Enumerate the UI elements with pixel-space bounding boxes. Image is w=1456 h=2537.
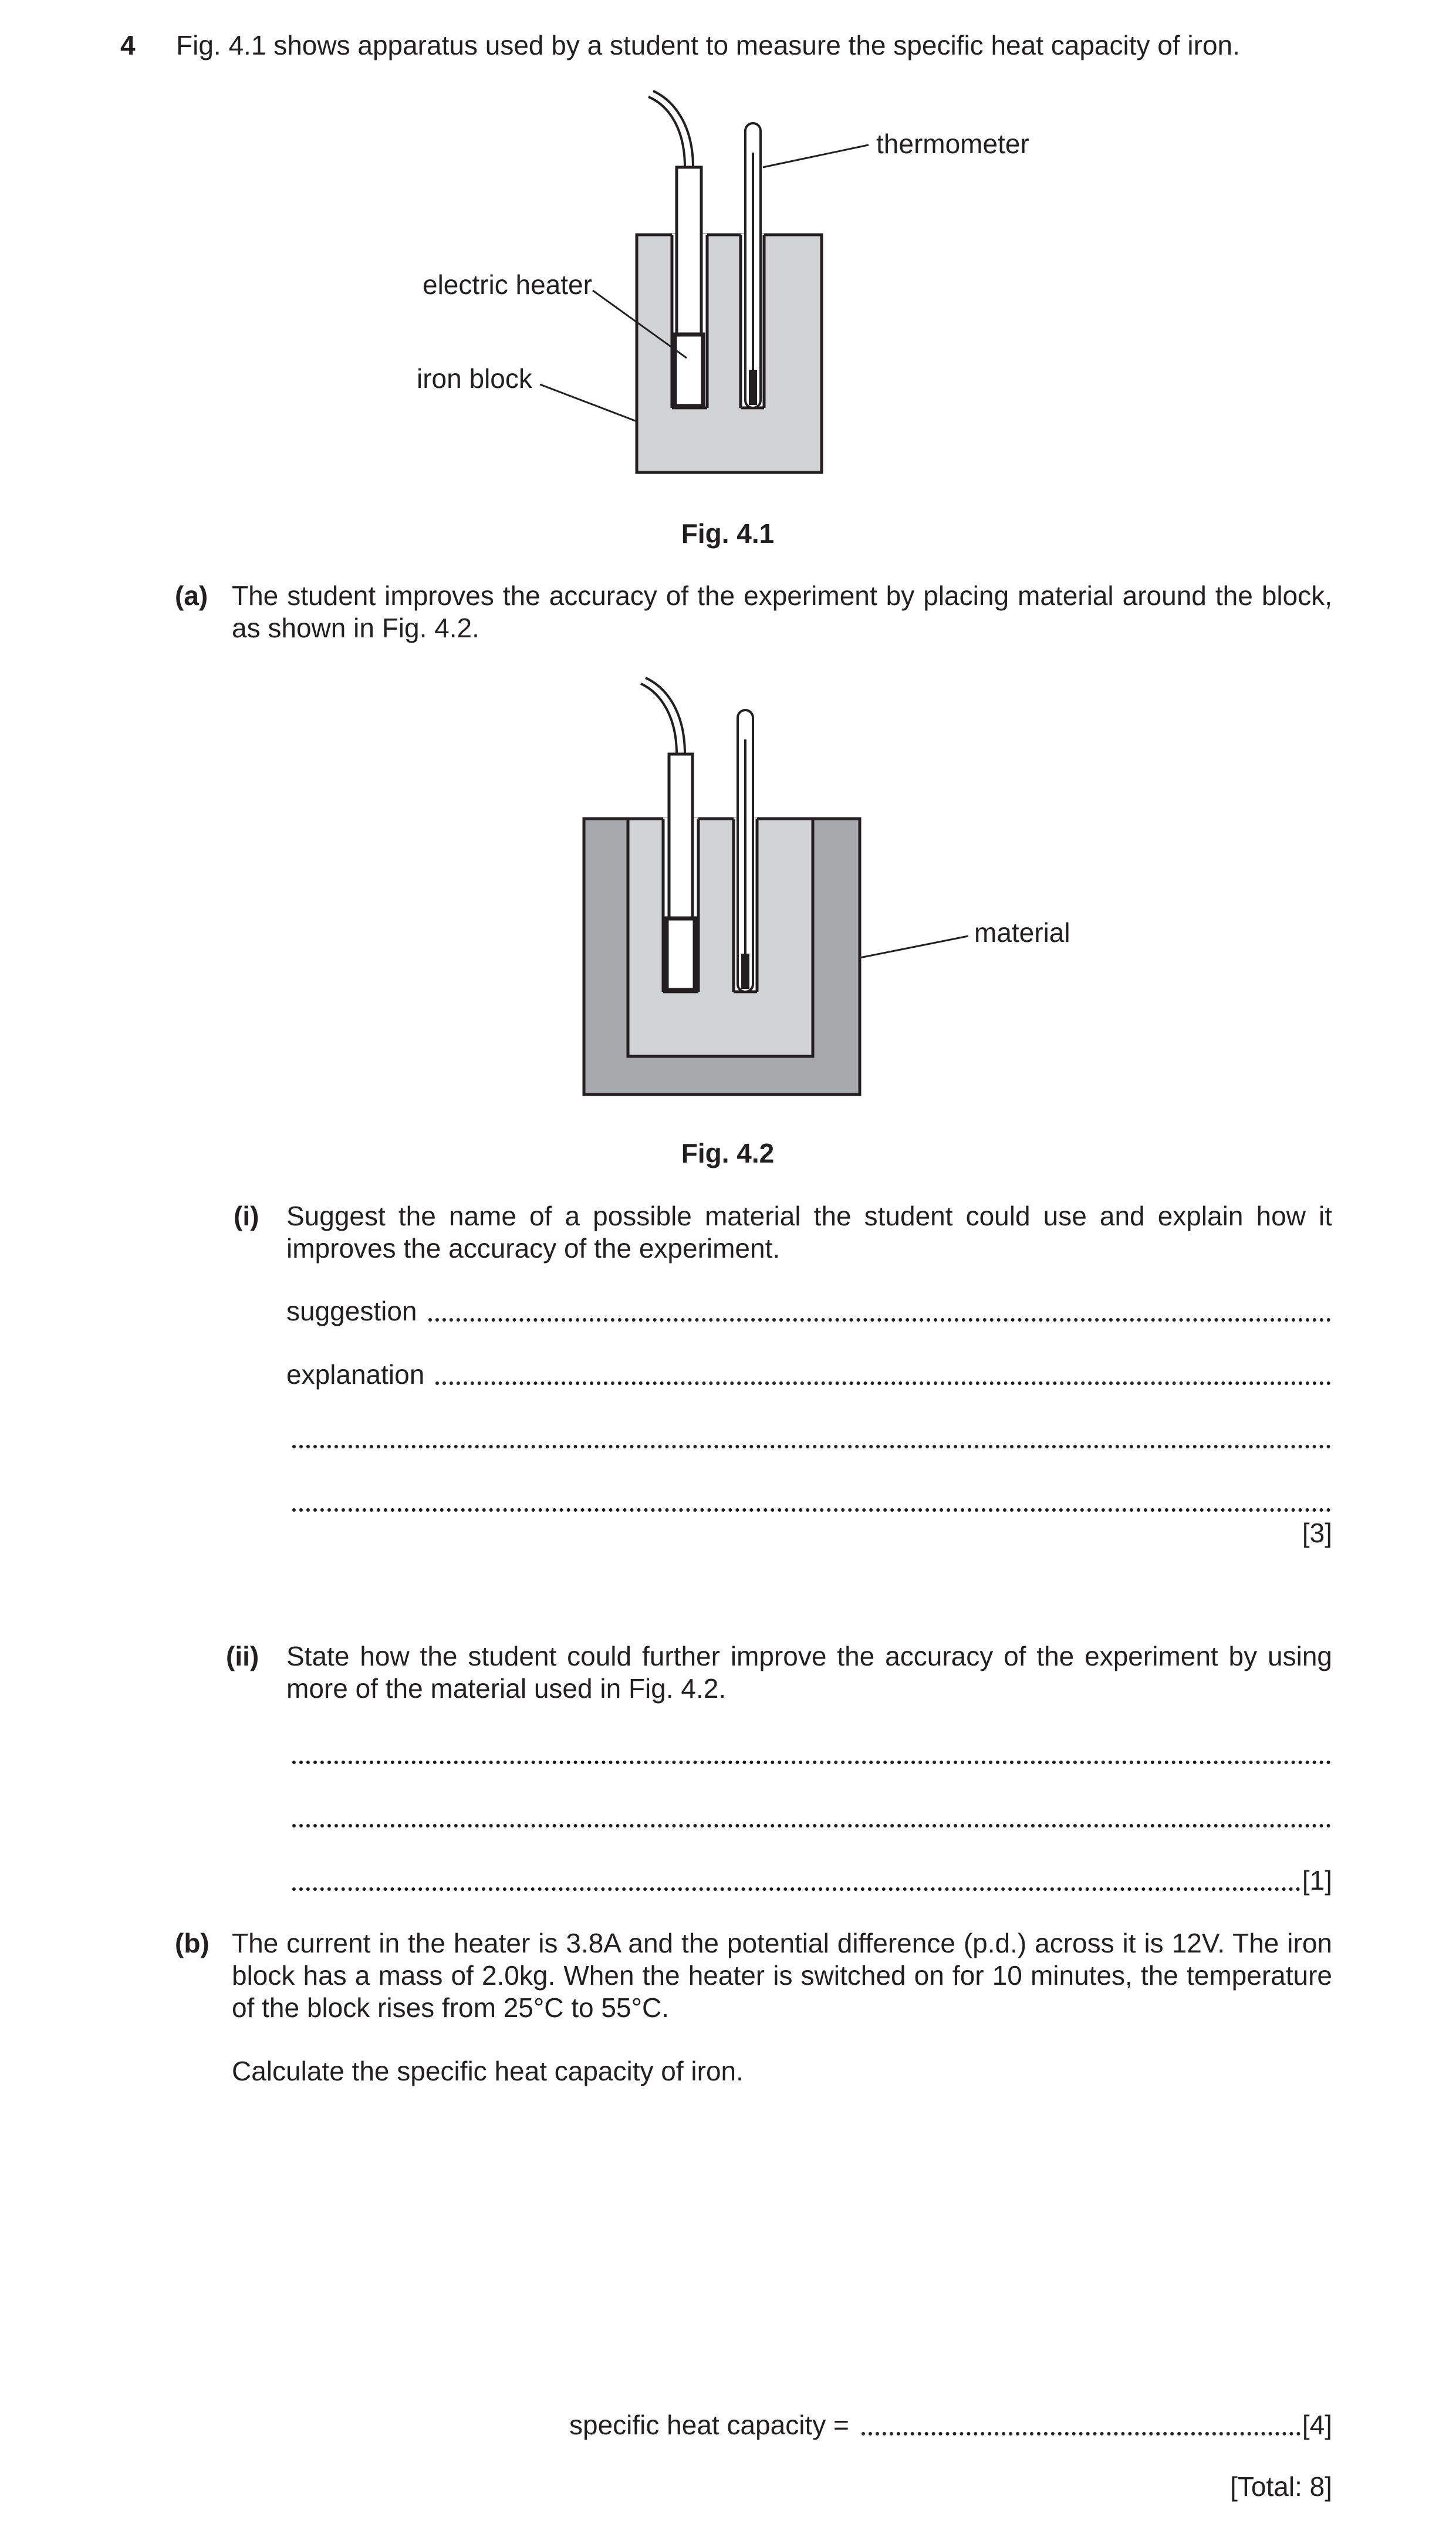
figure-4-2 <box>0 675 1456 1103</box>
iron-block-shape-2 <box>628 819 813 1056</box>
part-b-label: (b) <box>175 1928 210 1958</box>
electric-heater-shape <box>677 167 701 335</box>
part-a-label: (a) <box>175 580 208 611</box>
part-a-ii-marks: [1] <box>1302 1865 1332 1896</box>
part-a-i-label: (i) <box>234 1201 259 1231</box>
part-a-ii-answer-line-3[interactable] <box>292 1887 1300 1891</box>
part-a-ii-answer-line-1[interactable] <box>292 1761 1331 1764</box>
part-b-text: The current in the heater is 3.8A and the potential difference (p.d.) across it is 12V. The iron block has a mass of 2.0kg. When the heater is switched on for 10 minutes, the temperature of the block rises from 25°C to 55°C. <box>232 1928 1332 2023</box>
figure-4-1 <box>0 88 1456 499</box>
question-number: 4 <box>120 30 136 60</box>
total-marks: [Total: 8] <box>1230 2471 1332 2502</box>
label-material: material <box>974 917 1070 948</box>
label-thermometer: thermometer <box>876 129 1029 159</box>
part-a-i-text: Suggest the name of a possible material the student could use and explain how it improves the accuracy of the experiment. <box>286 1201 1332 1264</box>
part-a-text: The student improves the accuracy of the experiment by placing material around the block, as shown in Fig. 4.2. <box>232 580 1332 644</box>
part-b-marks: [4] <box>1302 2410 1332 2440</box>
specific-heat-capacity-label: specific heat capacity = <box>569 2410 849 2440</box>
fig-4-1-caption: Fig. 4.1 <box>681 518 775 549</box>
part-b-instruction: Calculate the specific heat capacity of iron. <box>232 2056 744 2086</box>
explanation-label: explanation <box>286 1359 425 1390</box>
part-a-ii-text: State how the student could further improve the accuracy of the experiment by using more of the material used in Fig. 4.2. <box>286 1641 1332 1704</box>
part-a-ii-label: (ii) <box>226 1641 259 1671</box>
part-a-i-marks: [3] <box>1302 1518 1332 1548</box>
iron-block-shape <box>637 235 822 472</box>
suggestion-answer-line[interactable] <box>428 1318 1331 1322</box>
label-electric-heater: electric heater <box>423 269 592 300</box>
explanation-answer-line-1[interactable] <box>435 1381 1331 1385</box>
label-iron-block: iron block <box>417 363 532 394</box>
figure-4-2-diagram <box>0 675 1456 1103</box>
fig-4-2-caption: Fig. 4.2 <box>681 1138 775 1168</box>
part-a-ii-answer-line-2[interactable] <box>292 1824 1331 1827</box>
question-intro: Fig. 4.1 shows apparatus used by a student to measure the specific heat capacity of iron. <box>176 30 1240 60</box>
explanation-answer-line-2[interactable] <box>292 1445 1331 1448</box>
explanation-answer-line-3[interactable] <box>292 1508 1331 1512</box>
figure-4-1-diagram <box>0 88 1456 499</box>
suggestion-label: suggestion <box>286 1296 417 1326</box>
